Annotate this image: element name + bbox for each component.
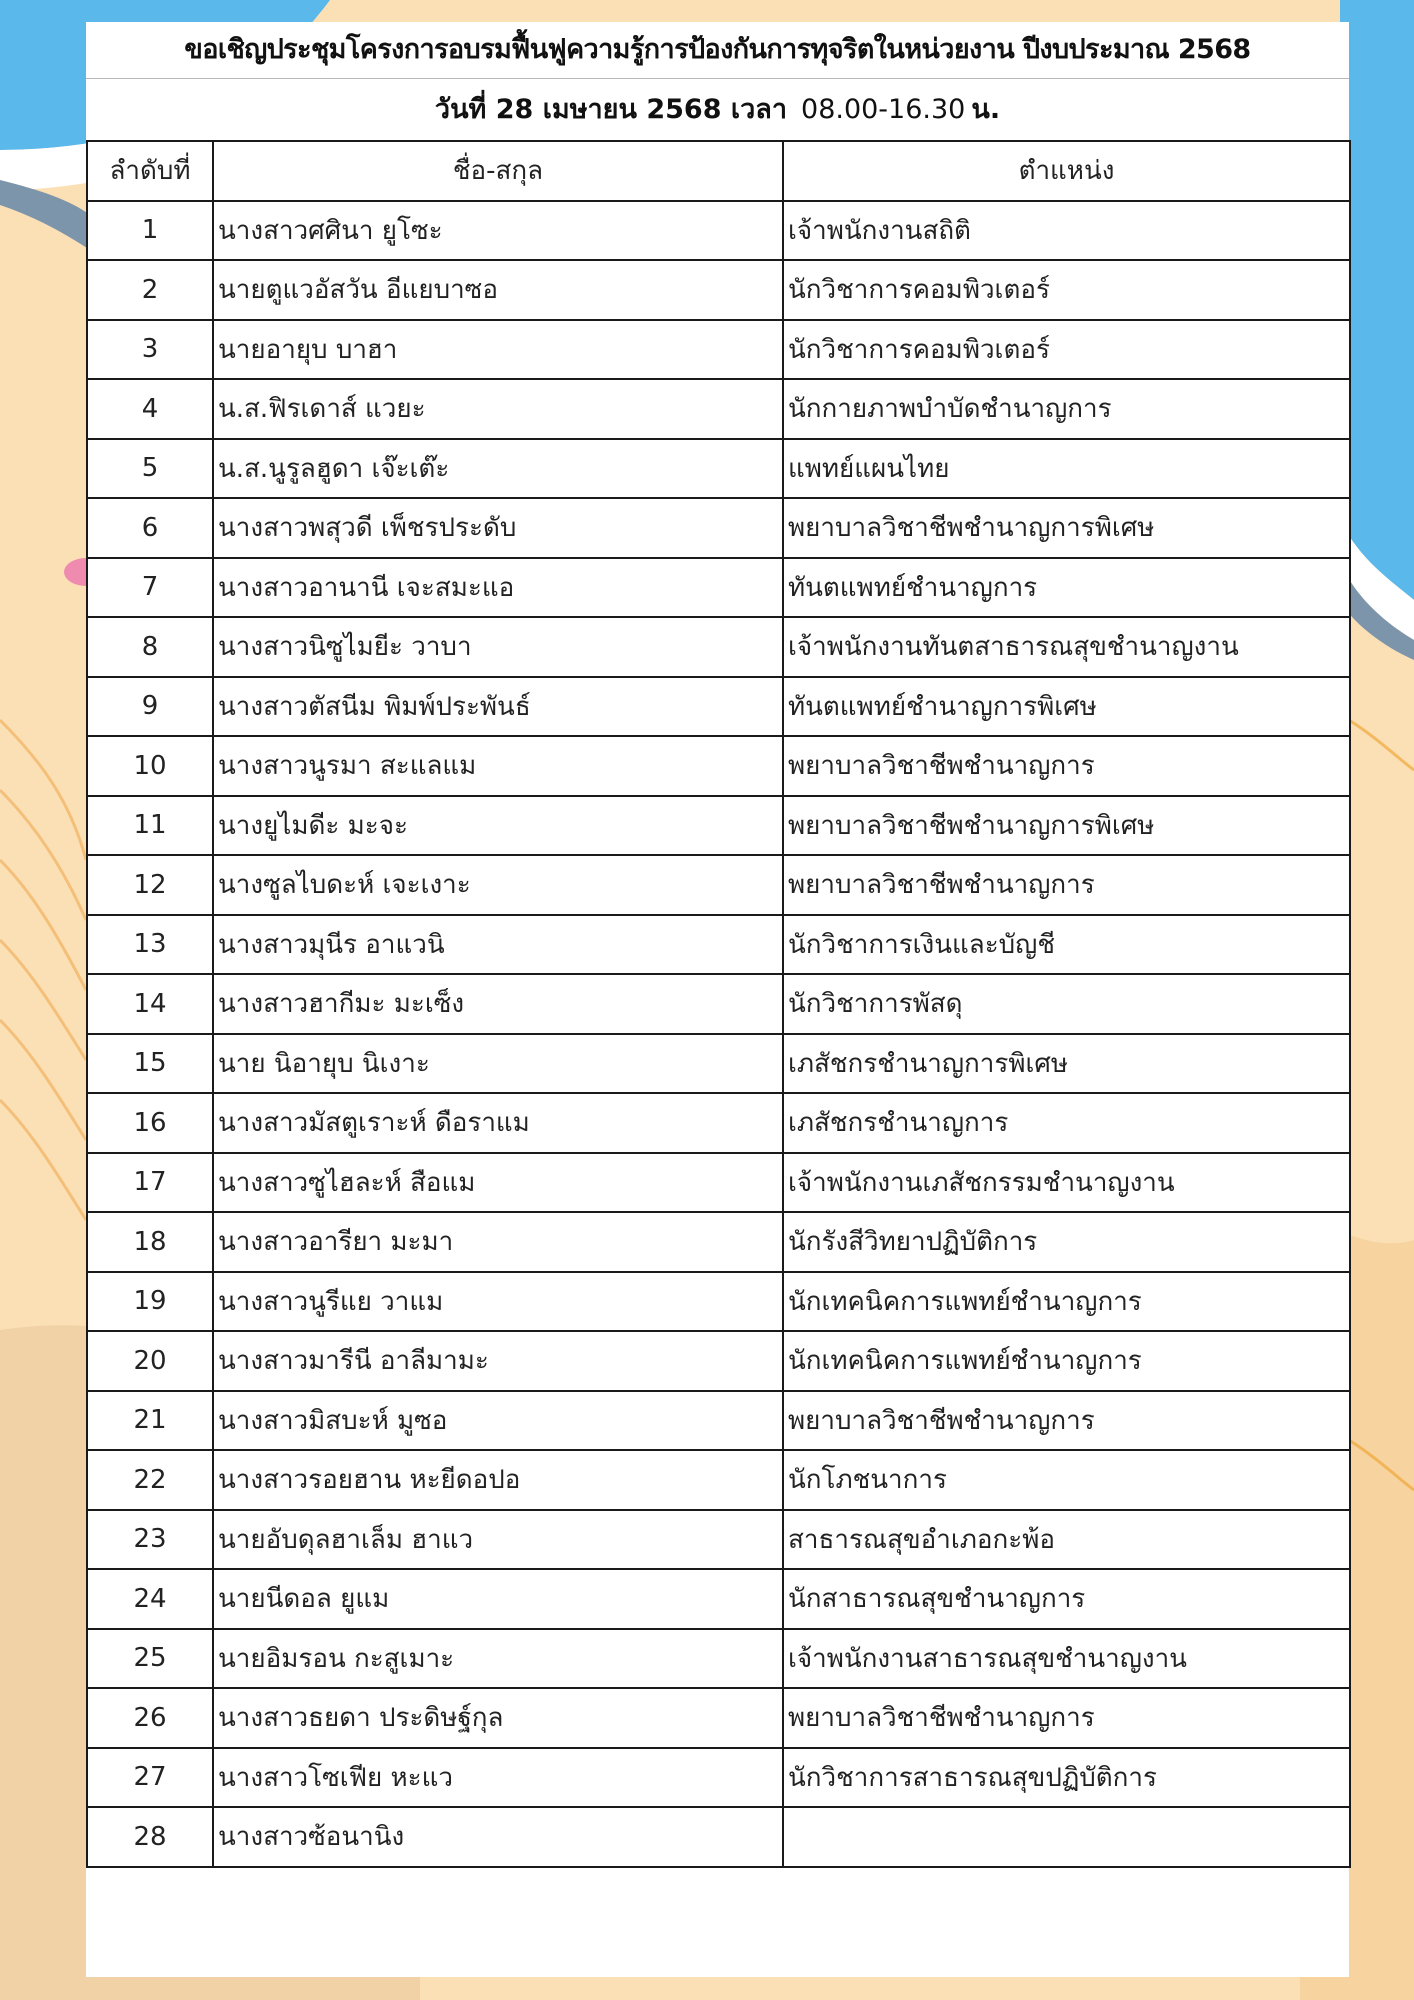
table-row <box>87 974 1350 1034</box>
row-position: ทันตแพทย์ชำนาญการพิเศษ <box>783 677 1350 737</box>
row-position: แพทย์แผนไทย <box>783 439 1350 499</box>
table-row <box>87 617 1350 677</box>
header-name: ชื่อ-สกุล <box>213 141 783 201</box>
row-no: 14 <box>87 974 213 1034</box>
row-position: เจ้าพนักงานเภสัชกรรมชำนาญงาน <box>783 1153 1350 1213</box>
row-name: นางสาวอานานี เจะสมะแอ <box>213 558 783 618</box>
row-position: พยาบาลวิชาชีพชำนาญการ <box>783 1391 1350 1451</box>
row-no: 24 <box>87 1569 213 1629</box>
row-name: นาย นิอายุบ นิเงาะ <box>213 1034 783 1094</box>
table-row <box>87 1331 1350 1391</box>
row-no: 2 <box>87 260 213 320</box>
table-row <box>87 736 1350 796</box>
row-no: 21 <box>87 1391 213 1451</box>
table-row <box>87 1450 1350 1510</box>
meeting-date-line <box>86 80 1349 140</box>
table-row <box>87 1093 1350 1153</box>
row-name: นางสาวตัสนีม พิมพ์ประพันธ์ <box>213 677 783 737</box>
row-position: นักวิชาการเงินและบัญชี <box>783 915 1350 975</box>
row-name: นายตูแวอัสวัน อีแยบาซอ <box>213 260 783 320</box>
table-row <box>87 1212 1350 1272</box>
header-no: ลำดับที่ <box>87 141 213 201</box>
row-no: 5 <box>87 439 213 499</box>
table-row <box>87 1153 1350 1213</box>
row-position: นักรังสีวิทยาปฏิบัติการ <box>783 1212 1350 1272</box>
document-title: ขอเชิญประชุมโครงการอบรมฟื้นฟูความรู้การป้องกันการทุจริตในหน่วยงาน ปีงบประมาณ 2568 <box>184 34 1251 65</box>
meeting-time-unit: น. <box>971 94 1001 125</box>
row-name: นางสาวศศินา ยูโซะ <box>213 201 783 261</box>
row-name: น.ส.ฟิรเดาส์ แวยะ <box>213 379 783 439</box>
row-position: นักวิชาการคอมพิวเตอร์ <box>783 320 1350 380</box>
row-no: 15 <box>87 1034 213 1094</box>
table-row <box>87 1391 1350 1451</box>
row-no: 4 <box>87 379 213 439</box>
row-name: นางสาวซ้อนานิง <box>213 1807 783 1867</box>
row-no: 7 <box>87 558 213 618</box>
meeting-date: วันที่ 28 เมษายน 2568 เวลา <box>434 94 788 125</box>
attendee-table <box>86 140 1351 1868</box>
row-position: เจ้าพนักงานทันตสาธารณสุขชำนาญงาน <box>783 617 1350 677</box>
table-row <box>87 1807 1350 1867</box>
row-no: 16 <box>87 1093 213 1153</box>
row-name: นางสาวนูรีแย วาแม <box>213 1272 783 1332</box>
row-position: เภสัชกรชำนาญการ <box>783 1093 1350 1153</box>
row-position: เจ้าพนักงานสาธารณสุขชำนาญงาน <box>783 1629 1350 1689</box>
row-no: 12 <box>87 855 213 915</box>
row-no: 23 <box>87 1510 213 1570</box>
row-name: นางสาวมุนีร อาแวนิ <box>213 915 783 975</box>
row-name: นายนีดอล ยูแม <box>213 1569 783 1629</box>
row-name: นางสาวโซเฟีย หะแว <box>213 1748 783 1808</box>
row-name: นางสาวรอยฮาน หะยีดอปอ <box>213 1450 783 1510</box>
header-position: ตำแหน่ง <box>783 141 1350 201</box>
meeting-time: 08.00-16.30 <box>801 94 966 125</box>
row-position: พยาบาลวิชาชีพชำนาญการ <box>783 855 1350 915</box>
table-row <box>87 558 1350 618</box>
row-name: นายอิมรอน กะสูเมาะ <box>213 1629 783 1689</box>
row-no: 3 <box>87 320 213 380</box>
row-position: นักสาธารณสุขชำนาญการ <box>783 1569 1350 1629</box>
row-no: 8 <box>87 617 213 677</box>
row-name: นายอับดุลฮาเล็ม ฮาแว <box>213 1510 783 1570</box>
row-no: 25 <box>87 1629 213 1689</box>
row-no: 10 <box>87 736 213 796</box>
table-row <box>87 1034 1350 1094</box>
row-position: เจ้าพนักงานสถิติ <box>783 201 1350 261</box>
row-name: นางสาวพสุวดี เพ็ชรประดับ <box>213 498 783 558</box>
table-row <box>87 796 1350 856</box>
table-row <box>87 1569 1350 1629</box>
row-no: 18 <box>87 1212 213 1272</box>
row-no: 27 <box>87 1748 213 1808</box>
row-name: นางซูลไบดะห์ เจะเงาะ <box>213 855 783 915</box>
row-no: 1 <box>87 201 213 261</box>
table-row <box>87 320 1350 380</box>
title-divider <box>86 78 1349 79</box>
table-row <box>87 498 1350 558</box>
row-position: นักวิชาการสาธารณสุขปฏิบัติการ <box>783 1748 1350 1808</box>
row-no: 17 <box>87 1153 213 1213</box>
table-row <box>87 1510 1350 1570</box>
table-row <box>87 201 1350 261</box>
row-position: พยาบาลวิชาชีพชำนาญการ <box>783 736 1350 796</box>
row-no: 13 <box>87 915 213 975</box>
row-name: นางสาวมารีนี อาลีมามะ <box>213 1331 783 1391</box>
row-name: นางสาวนิซูไมยีะ วาบา <box>213 617 783 677</box>
table-row <box>87 439 1350 499</box>
table-row <box>87 379 1350 439</box>
row-name: น.ส.นูรูลฮูดา เจ๊ะเต๊ะ <box>213 439 783 499</box>
row-position: นักเทคนิคการแพทย์ชำนาญการ <box>783 1331 1350 1391</box>
row-position: พยาบาลวิชาชีพชำนาญการพิเศษ <box>783 498 1350 558</box>
row-position: สาธารณสุขอำเภอกะพ้อ <box>783 1510 1350 1570</box>
row-no: 26 <box>87 1688 213 1748</box>
row-no: 6 <box>87 498 213 558</box>
table-row <box>87 855 1350 915</box>
row-no: 20 <box>87 1331 213 1391</box>
table-row <box>87 1688 1350 1748</box>
row-name: นางสาวมิสบะห์ มูซอ <box>213 1391 783 1451</box>
table-row <box>87 1629 1350 1689</box>
row-position: พยาบาลวิชาชีพชำนาญการพิเศษ <box>783 796 1350 856</box>
row-no: 9 <box>87 677 213 737</box>
row-position: พยาบาลวิชาชีพชำนาญการ <box>783 1688 1350 1748</box>
row-no: 22 <box>87 1450 213 1510</box>
table-header-row <box>87 141 1350 201</box>
table-row <box>87 1748 1350 1808</box>
row-position: นักวิชาการพัสดุ <box>783 974 1350 1034</box>
row-position: เภสัชกรชำนาญการพิเศษ <box>783 1034 1350 1094</box>
row-name: นางสาวนูรมา สะแลแม <box>213 736 783 796</box>
attendee-sheet <box>86 22 1349 1977</box>
row-position: ทันตแพทย์ชำนาญการ <box>783 558 1350 618</box>
table-row <box>87 677 1350 737</box>
table-row <box>87 915 1350 975</box>
row-name: นายอายุบ บาฮา <box>213 320 783 380</box>
table-row <box>87 1272 1350 1332</box>
row-name: นางสาวมัสตูเราะห์ ดือราแม <box>213 1093 783 1153</box>
row-position: นักโภชนาการ <box>783 1450 1350 1510</box>
row-position: นักวิชาการคอมพิวเตอร์ <box>783 260 1350 320</box>
row-position: นักกายภาพบำบัดชำนาญการ <box>783 379 1350 439</box>
table-row <box>87 260 1350 320</box>
row-name: นางสาวซูไฮละห์ สือแม <box>213 1153 783 1213</box>
row-name: นางสาวอารียา มะมา <box>213 1212 783 1272</box>
row-name: นางสาวฮากีมะ มะเซ็ง <box>213 974 783 1034</box>
row-name: นางยูไมดีะ มะจะ <box>213 796 783 856</box>
row-no: 11 <box>87 796 213 856</box>
row-name: นางสาวธยดา ประดิษฐ์กุล <box>213 1688 783 1748</box>
row-position: นักเทคนิคการแพทย์ชำนาญการ <box>783 1272 1350 1332</box>
row-no: 28 <box>87 1807 213 1867</box>
row-no: 19 <box>87 1272 213 1332</box>
row-position <box>783 1807 1350 1867</box>
